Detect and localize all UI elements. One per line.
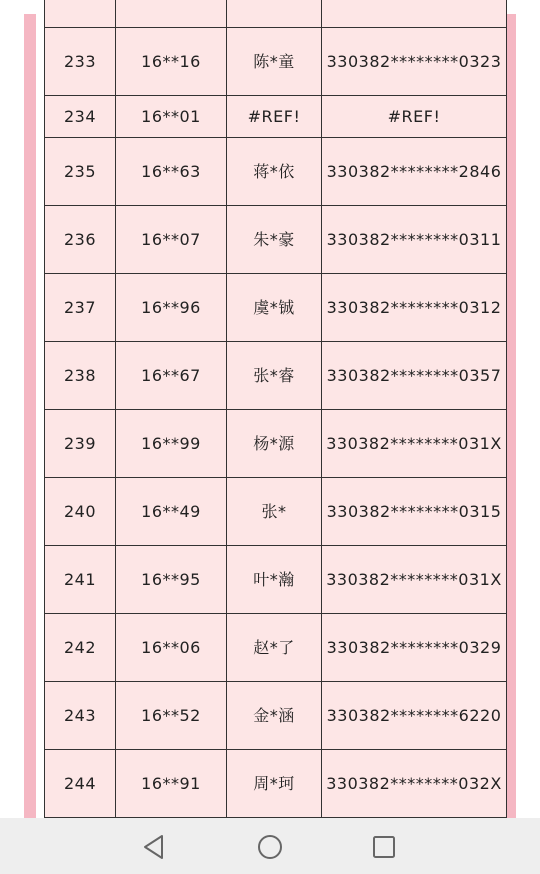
cell-id: 236 bbox=[45, 206, 116, 274]
system-navigation-bar bbox=[0, 818, 540, 874]
cell-code: 16**06 bbox=[116, 614, 227, 682]
cell-code bbox=[116, 0, 227, 28]
circle-home-icon bbox=[256, 833, 284, 861]
cell-id bbox=[45, 0, 116, 28]
table-row bbox=[45, 546, 507, 614]
student-table-container bbox=[44, 0, 502, 818]
cell-id: 241 bbox=[45, 546, 116, 614]
cell-id-number: #REF! bbox=[322, 96, 507, 138]
cell-name: #REF! bbox=[227, 96, 322, 138]
cell-id: 238 bbox=[45, 342, 116, 410]
cell-id-number: 330382********031X bbox=[322, 410, 507, 478]
table-row bbox=[45, 28, 507, 96]
cell-id: 240 bbox=[45, 478, 116, 546]
cell-code: 16**49 bbox=[116, 478, 227, 546]
triangle-back-icon bbox=[141, 833, 167, 861]
cell-id: 242 bbox=[45, 614, 116, 682]
cell-id-number: 330382********0315 bbox=[322, 478, 507, 546]
cell-id-number: 330382********0312 bbox=[322, 274, 507, 342]
cell-name: 朱*豪 bbox=[227, 206, 322, 274]
table-row bbox=[45, 410, 507, 478]
cell-id: 233 bbox=[45, 28, 116, 96]
cell-name: 虞*铖 bbox=[227, 274, 322, 342]
cell-name: 叶*瀚 bbox=[227, 546, 322, 614]
cell-id: 235 bbox=[45, 138, 116, 206]
cell-id-number: 330382********0357 bbox=[322, 342, 507, 410]
table-row bbox=[45, 682, 507, 750]
cell-code: 16**01 bbox=[116, 96, 227, 138]
cell-id: 239 bbox=[45, 410, 116, 478]
table-row bbox=[45, 138, 507, 206]
cell-id: 244 bbox=[45, 750, 116, 818]
cell-id-number: 330382********031X bbox=[322, 546, 507, 614]
cell-id-number: 330382********032X bbox=[322, 750, 507, 818]
recents-button[interactable] bbox=[369, 832, 399, 862]
cell-code: 16**16 bbox=[116, 28, 227, 96]
cell-code: 16**95 bbox=[116, 546, 227, 614]
left-pink-border bbox=[24, 14, 36, 818]
cell-id-number bbox=[322, 0, 507, 28]
table-row bbox=[45, 206, 507, 274]
cell-code: 16**67 bbox=[116, 342, 227, 410]
cell-id-number: 330382********0323 bbox=[322, 28, 507, 96]
cell-name bbox=[227, 0, 322, 28]
cell-code: 16**52 bbox=[116, 682, 227, 750]
cell-code: 16**99 bbox=[116, 410, 227, 478]
cell-name: 蒋*依 bbox=[227, 138, 322, 206]
cell-name: 张* bbox=[227, 478, 322, 546]
cell-id-number: 330382********0311 bbox=[322, 206, 507, 274]
cell-id-number: 330382********0329 bbox=[322, 614, 507, 682]
cell-code: 16**96 bbox=[116, 274, 227, 342]
cell-name: 赵*了 bbox=[227, 614, 322, 682]
home-button[interactable] bbox=[255, 832, 285, 862]
table-row bbox=[45, 96, 507, 138]
back-button[interactable] bbox=[139, 832, 169, 862]
cell-id: 234 bbox=[45, 96, 116, 138]
cell-name: 金*涵 bbox=[227, 682, 322, 750]
student-table bbox=[44, 0, 507, 818]
cell-name: 周*珂 bbox=[227, 750, 322, 818]
cell-name: 张*睿 bbox=[227, 342, 322, 410]
cell-id: 243 bbox=[45, 682, 116, 750]
cell-code: 16**07 bbox=[116, 206, 227, 274]
table-row bbox=[45, 342, 507, 410]
cell-code: 16**91 bbox=[116, 750, 227, 818]
square-recents-icon bbox=[370, 833, 398, 861]
cell-id-number: 330382********6220 bbox=[322, 682, 507, 750]
table-row bbox=[45, 750, 507, 818]
cell-code: 16**63 bbox=[116, 138, 227, 206]
cell-name: 杨*源 bbox=[227, 410, 322, 478]
table-row bbox=[45, 614, 507, 682]
cell-id: 237 bbox=[45, 274, 116, 342]
table-row bbox=[45, 0, 507, 28]
student-table-body bbox=[45, 0, 507, 818]
table-row bbox=[45, 274, 507, 342]
cell-id-number: 330382********2846 bbox=[322, 138, 507, 206]
table-row bbox=[45, 478, 507, 546]
cell-name: 陈*童 bbox=[227, 28, 322, 96]
